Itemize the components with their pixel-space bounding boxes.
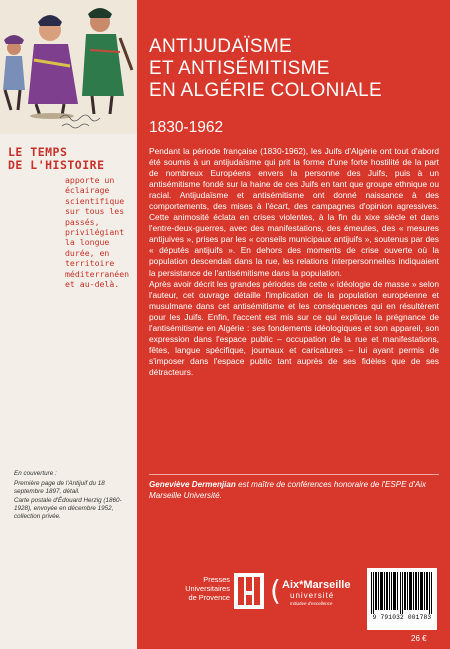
series-title [8, 146, 134, 172]
author-divider [149, 474, 439, 475]
caricature-illustration [0, 0, 137, 134]
credits-heading: En couverture : [14, 470, 57, 477]
amu-bracket-icon: ( [270, 574, 281, 607]
series-title-line1: LE TEMPS [8, 145, 68, 159]
credits-item-2: Carte postale d'Édouard Herzig (1860-1928), envoyée en décembre 1952, collection privée. [14, 496, 122, 521]
amu-tagline: Initiative d'excellence [290, 601, 333, 606]
summary-paragraph-1: Pendant la période française (1830-1962), les Juifs d'Algérie ont tout d'abord été soumis à un antijudaïsme qui prit la forme d'une forte hostilité de la part de nombreux Européens envers la personne des Juifs, puis à un antisémitisme fondé sur la haine de ces Juifs en tant que groupe ethnique ou racial. Antijudaïsme et antisémitisme ont donné naissance à des comportements, des mises à l'écart, des campagnes d'opinion agressives. Cette animosité éclata en crises violentes, à la fin du xixe siècle et dans l'entre-deux-guerres, avec des manifestations, des émeutes, des « mesures antijuives », prises par les « conseils municipaux antijuifs », soutenus par des « députés antijuifs ». En dehors des moments de crise ouverte où la population descendait dans la rue, les relations interpersonnelles indiquaient la persistance de l'antisémitisme dans la population. [149, 146, 439, 278]
series-title-line2: DE L'HISTOIRE [8, 158, 105, 172]
book-title-line3: EN ALGÉRIE COLONIALE [149, 80, 383, 101]
pup-mark-icon [234, 573, 264, 609]
book-title [149, 36, 439, 102]
author-description: est maître de conférences honoraire de l'ESPE d'Aix Marseille Université. [149, 480, 427, 500]
pup-line-2: Universitaires [185, 584, 230, 594]
isbn-barcode [367, 568, 437, 630]
amu-subtitle: université [290, 591, 335, 600]
price-label: 26 € [411, 634, 427, 643]
amu-logo [270, 574, 360, 614]
pup-line-1: Presses [203, 575, 230, 584]
summary-paragraph-2: Après avoir décrit les grandes périodes de cette « idéologie de masse » selon l'auteur, cet ouvrage détaille l'implication de la population européenne et musulmane dans cet antisémitisme et les conséquences qui en résultèrent pour les Juifs. Enfin, l'accent est mis sur ce qui explique la prégnance de l'antisémitisme en Algérie : ses fondements idéologiques et son appareil, son expression dans l'espace public – occupation de la rue et manifestations, fêtes, langue spécifique, journaux et caricatures – lui ayant permis de s'imposer dans l'espace public tant auprès de ses fidèles que de ses détracteurs. [149, 278, 439, 377]
cover-credits [14, 470, 132, 521]
barcode-bars [371, 572, 433, 614]
author-name: Geneviève Dermenjian [149, 480, 236, 489]
book-title-line1: ANTIJUDAÏSME [149, 36, 292, 57]
book-dates: 1830-1962 [149, 119, 224, 136]
cover-illustration [0, 0, 137, 134]
book-title-line2: ET ANTISÉMITISME [149, 58, 330, 79]
book-summary [149, 146, 439, 378]
amu-name: Aix*Marseille [282, 579, 351, 591]
barcode-number: 9 791032 001783 [372, 614, 432, 621]
credits-item-1: Première page de l'Antijuif du 18 septembre 1897, détail. [14, 480, 105, 496]
series-sidebar [0, 0, 137, 649]
author-bio [149, 479, 439, 501]
pup-line-3: de Provence [188, 593, 230, 603]
pup-logo [172, 573, 272, 613]
series-description: apporte un éclairage scientifique sur tous les passés, privilégiant la longue durée, en territoire méditerranéen et au-delà. [65, 175, 130, 290]
pup-logo-text [172, 575, 230, 603]
